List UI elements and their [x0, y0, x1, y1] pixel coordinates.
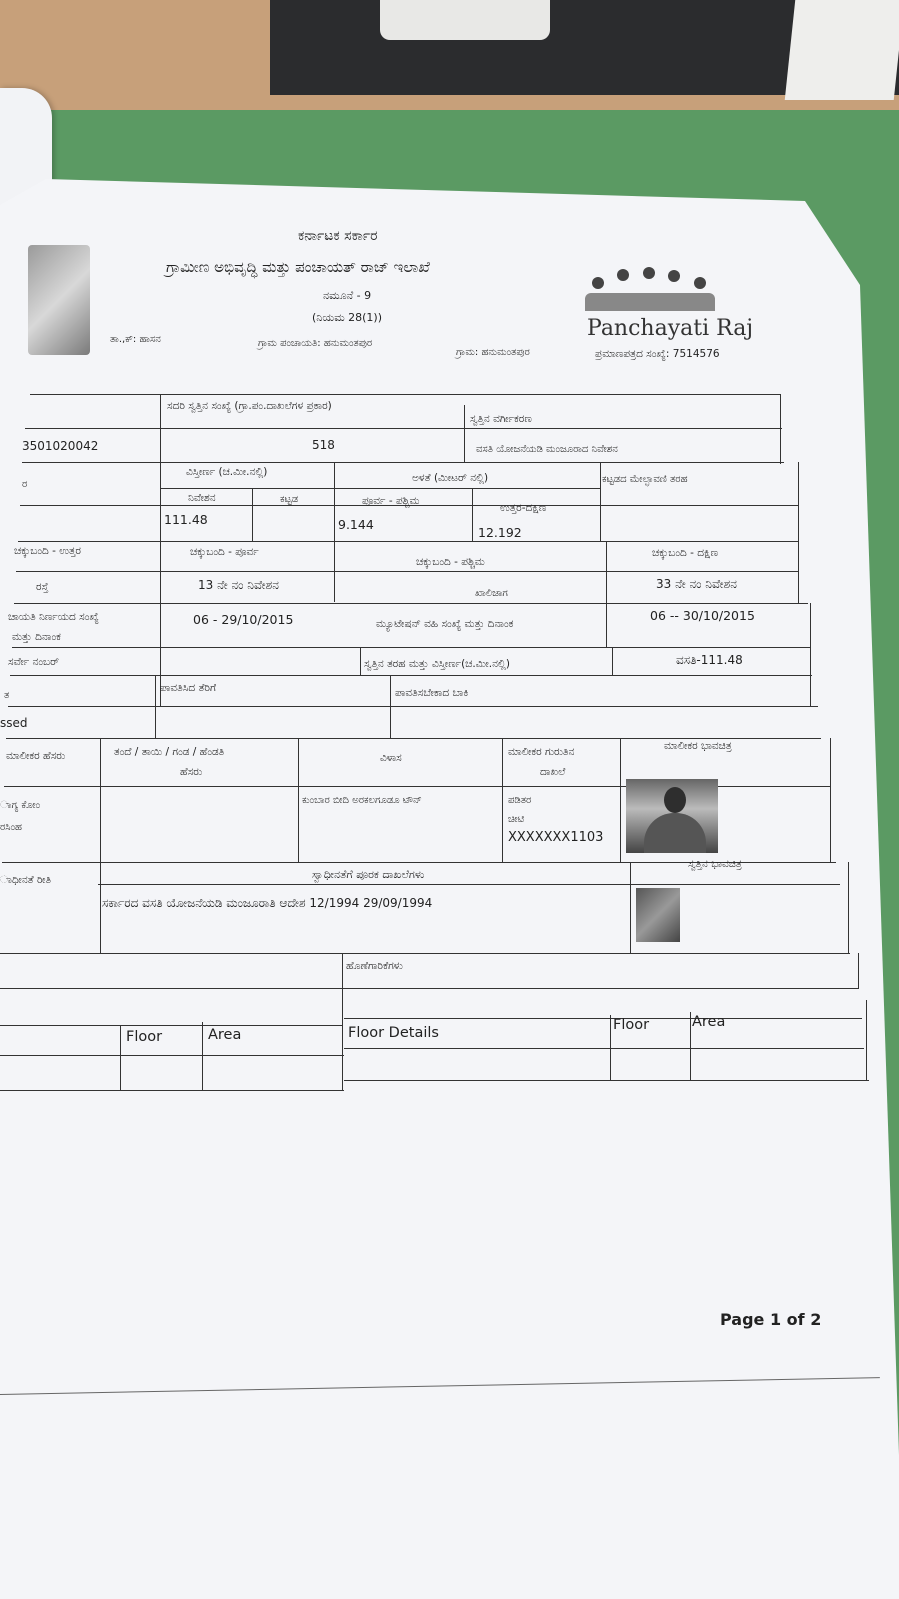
measure-label: ಅಳತೆ (ಮೀಟರ್ ನಲ್ಲಿ) — [412, 472, 489, 484]
left-row-label: ರ — [22, 479, 28, 490]
id-document-type-2: ಚೀಟಿ — [508, 814, 525, 825]
floor-header: Floor — [126, 1029, 163, 1045]
id-document-label-2: ದಾಖಲೆ — [540, 766, 566, 778]
rule-number: (ನಿಯಮ 28(1)) — [312, 311, 383, 324]
owner-name-label: ಮಾಲೀಕರ ಹೆಸರು — [6, 750, 66, 762]
ownership-docs-value: ಸರ್ಕಾರದ ವಸತಿ ಯೋಜನೆಯಡಿ ಮಂಜೂರಾತಿ ಆದೇಶ 12/1994 29/09/1994 — [102, 896, 433, 910]
resolution-label-date: ಮತ್ತು ದಿನಾಂಕ — [12, 631, 61, 643]
id-document-label: ಮಾಲೀಕರ ಗುರುತಿನ — [508, 746, 575, 758]
state-govt-title: ಕರ್ನಾಟಕ ಸರ್ಕಾರ — [298, 228, 378, 244]
floor-header-2: Floor — [613, 1017, 650, 1033]
tax-due-label: ಪಾವತಿಸಬೇಕಾದ ಬಾಕಿ — [395, 687, 469, 699]
boundary-north-label: ಚಕ್ಕುಬಂದಿ - ಉತ್ತರ — [14, 545, 81, 557]
tax-paid-label: ಪಾವತಿಸಿದ ತೆರಿಗೆ — [160, 682, 217, 694]
boundary-south-label: ಚಕ್ಕುಬಂದಿ - ದಕ್ಷಿಣ — [652, 547, 719, 559]
type-area-value: ವಸತಿ-111.48 — [676, 653, 743, 667]
liabilities-label: ಹೊಣೆಗಾರಿಕೆಗಳು — [346, 960, 403, 972]
gram-panchayat-text: ಗ್ರಾಮ ಪಂಚಾಯತಿ: ಹನುಮಂತಪುರ — [258, 338, 373, 349]
east-west-label: ಪೂರ್ವ - ಪಶ್ಚಿಮ — [362, 495, 420, 507]
ownership-docs-label: ಸ್ವಾಧೀನತೆಗೆ ಪೂರಕ ದಾಖಲೆಗಳು — [312, 868, 425, 881]
owner-name-line-1: ಾಗ್ಯ ಕೋಂ — [0, 800, 40, 811]
resolution-value: 06 - 29/10/2015 — [193, 612, 294, 627]
owner-photo — [626, 779, 718, 853]
classification-value: ವಸತಿ ಯೋಜನೆಯಡಿ ಮಂಜೂರಾದ ನಿವೇಶನ — [476, 444, 618, 455]
survey-number-label: ಸರ್ವೇ ನಂಬರ್ — [8, 656, 60, 668]
site-area-value: 111.48 — [164, 512, 208, 527]
parent-name-label-2: ಹೆಸರು — [180, 766, 203, 778]
owner-photo-label: ಮಾಲೀಕರ ಭಾವಚಿತ್ರ — [664, 740, 732, 752]
page-number: Page 1 of 2 — [720, 1310, 822, 1329]
boundary-east-value: 13 ನೇ ನಂ ನಿವೇಶನ — [198, 578, 279, 592]
property-id: 3501020042 — [22, 439, 99, 453]
boundary-south-value: 33 ನೇ ನಂ ನಿವೇಶನ — [656, 577, 737, 591]
building-type-label: ಕಟ್ಟಡದ ಮೇಲ್ಛಾವಣಿ ತರಹ — [602, 474, 688, 485]
panchayati-raj-logo-text: Panchayati Raj — [587, 316, 754, 341]
parent-name-label: ತಂದೆ / ತಾಯಿ / ಗಂಡ / ಹೆಂಡತಿ — [114, 746, 225, 758]
site-label: ನಿವೇಶನ — [188, 492, 216, 504]
north-south-value: 12.192 — [478, 525, 522, 540]
classification-label: ಸ್ವತ್ತಿನ ವರ್ಗೀಕರಣ — [470, 413, 532, 425]
floor-details-header: Floor Details — [348, 1025, 439, 1041]
type-area-label: ಸ್ವತ್ತಿನ ತರಹ ಮತ್ತು ವಿಸ್ತೀರ್ಣ(ಚ.ಮೀ.ನಲ್ಲಿ) — [364, 658, 510, 670]
property-photo-label: ಸ್ವತ್ತಿನ ಭಾವಚಿತ್ರ — [688, 858, 742, 870]
address-label: ವಿಳಾಸ — [380, 752, 402, 764]
owner-address: ಕುಂಬಾರ ಬೀದಿ ಅರಕಲಗೂಡೂ ಟೌನ್ — [302, 795, 422, 806]
area-label: ವಿಸ್ತೀರ್ಣ (ಚ.ಮೀ.ನಲ್ಲಿ) — [186, 466, 268, 478]
form-number: ನಮೂನೆ - 9 — [323, 289, 372, 302]
boundary-east-label: ಚಕ್ಕುಬಂದಿ - ಪೂರ್ವ — [190, 546, 259, 558]
ownership-method-label: ಾಧೀನತೆ ರೀತಿ — [0, 874, 52, 886]
mutation-value: 06 -- 30/10/2015 — [650, 608, 755, 623]
mutation-label: ಮ್ಯೂಟೇಷನ್ ವಹಿ ಸಂಖ್ಯೆ ಮತ್ತು ದಿನಾಂಕ — [376, 618, 514, 630]
property-photo — [636, 888, 680, 942]
karnataka-emblem-icon — [28, 245, 90, 355]
boundary-north-value: ರಸ್ತೆ — [36, 581, 49, 593]
id-document-type: ಪಡಿತರ — [508, 795, 532, 806]
owner-name-line-2: ರಸಿಂಹ — [0, 822, 22, 833]
building-label: ಕಟ್ಟಡ — [280, 494, 299, 505]
boundary-west-value: ಖಾಲಿಜಾಗ — [475, 588, 508, 599]
boundary-west-label: ಚಕ್ಕುಬಂದಿ - ಪಶ್ಚಿಮ — [416, 556, 485, 568]
certificate-number: ಪ್ರಮಾಣಪತ್ರದ ಸಂಖ್ಯೆ: 7514576 — [595, 348, 720, 360]
east-west-value: 9.144 — [338, 517, 374, 532]
property-number-label: ಸದರಿ ಸ್ವತ್ತಿನ ಸಂಖ್ಯೆ (ಗ್ರಾ.ಪಂ.ದಾಖಲೆಗಳ ಪ್ರಕಾರ) — [167, 400, 332, 412]
village-text: ಗ್ರಾಮ: ಹನುಮಂತಪುರ — [456, 347, 530, 358]
taluk-text: ತಾ.,ಕ್: ಹಾಸನ — [110, 334, 161, 345]
department-title: ಗ್ರಾಮೀಣ ಅಭಿವೃದ್ಧಿ ಮತ್ತು ಪಂಚಾಯತ್ ರಾಜ್ ಇಲಾಖೆ — [166, 258, 430, 276]
tax-left-label: ತ — [4, 690, 10, 701]
property-number-value: 518 — [312, 438, 335, 452]
assessed-label: ssed — [0, 716, 28, 730]
area-header-2: Area — [692, 1014, 726, 1030]
area-header: Area — [208, 1027, 242, 1043]
id-document-number: XXXXXXX1103 — [508, 830, 604, 845]
north-south-label: ಉತ್ತರ-ದಕ್ಷಿಣ — [500, 502, 547, 514]
resolution-label: ಚಾಯತಿ ನಿರ್ಣಯದ ಸಂಖ್ಯೆ — [8, 611, 99, 623]
footer-rule — [0, 1377, 880, 1395]
